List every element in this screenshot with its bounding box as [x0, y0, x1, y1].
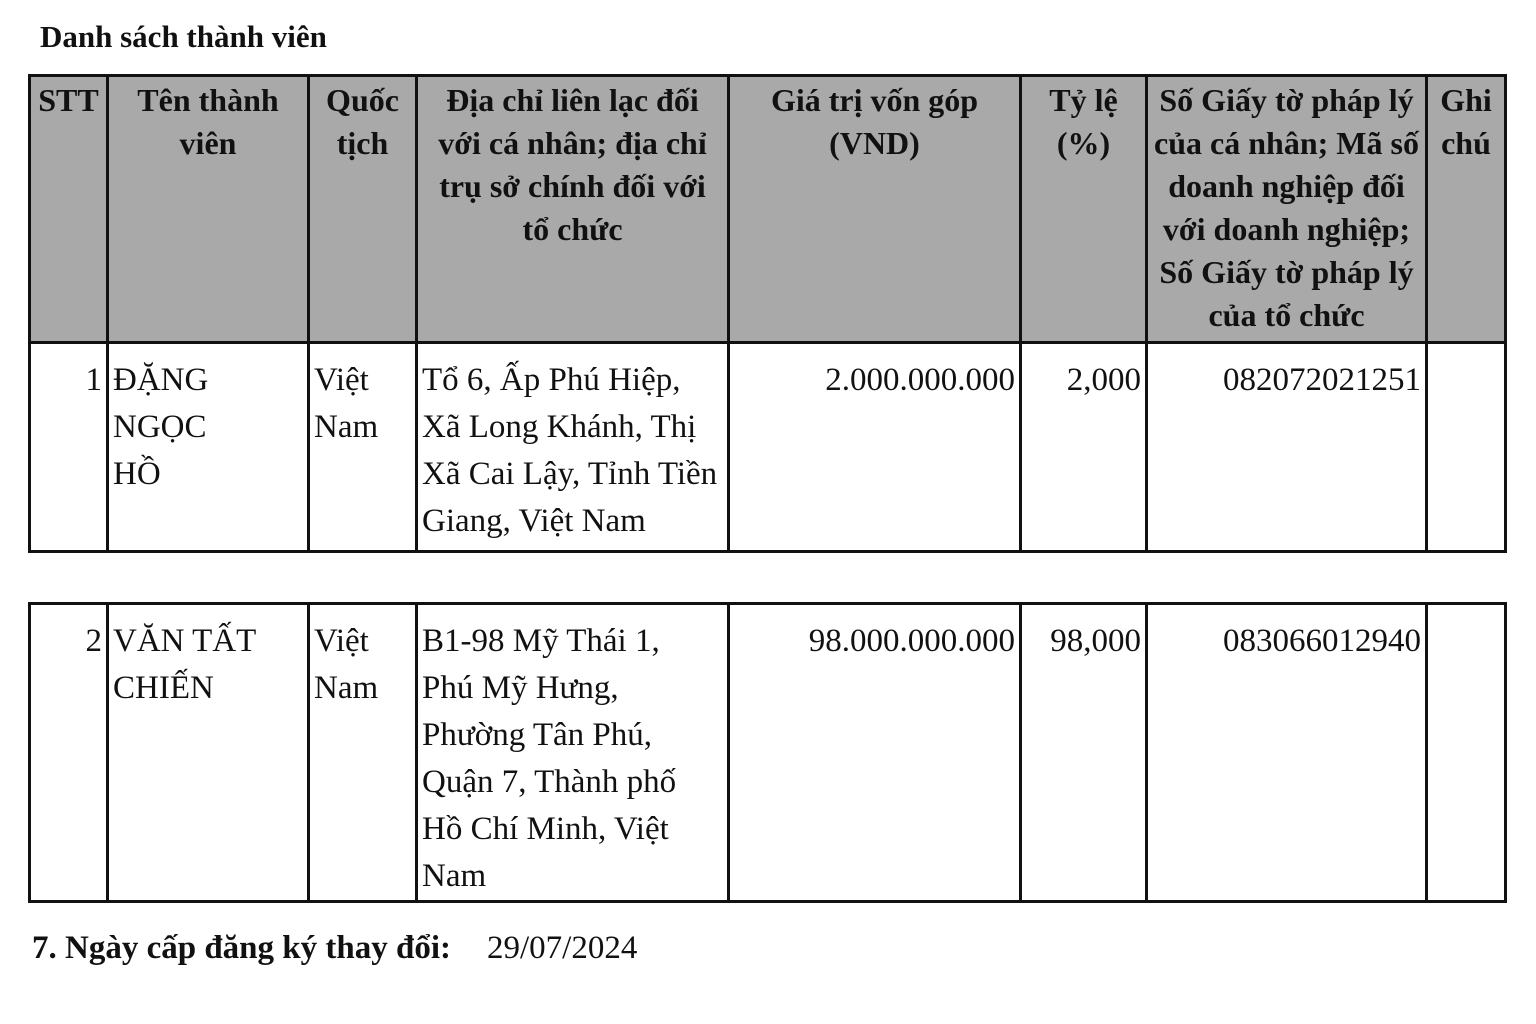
registration-change-date [32, 926, 637, 970]
header-address: Địa chỉ liên lạc đối với cá nhân; địa chỉ trụ sở chính đối với tổ chức [417, 76, 729, 343]
cell-capital: 2.000.000.000 [729, 343, 1021, 552]
cell-nationality: Việt Nam [309, 604, 417, 902]
registration-change-label: 7. Ngày cấp đăng ký thay đổi: [32, 930, 451, 966]
cell-member-name: VĂN TẤT CHIẾN [108, 604, 309, 902]
cell-note [1427, 343, 1506, 552]
header-member-name: Tên thành viên [108, 76, 309, 343]
cell-ratio: 98,000 [1021, 604, 1147, 902]
section-title: Danh sách thành viên [40, 19, 327, 54]
header-note: Ghi chú [1427, 76, 1506, 343]
header-nationality: Quốc tịch [309, 76, 417, 343]
header-capital: Giá trị vốn góp (VND) [729, 76, 1021, 343]
cell-address: B1-98 Mỹ Thái 1, Phú Mỹ Hưng, Phường Tân Phú, Quận 7, Thành phố Hồ Chí Minh, Việt Nam [417, 604, 729, 902]
table-header-row [30, 76, 1506, 343]
header-legal-id: Số Giấy tờ pháp lý của cá nhân; Mã số doanh nghiệp đối với doanh nghiệp; Số Giấy tờ pháp lý của tổ chức [1147, 76, 1427, 343]
cell-note [1427, 604, 1506, 902]
members-table-continued [28, 602, 1507, 903]
cell-member-name: ĐẶNG NGỌC HỒ [108, 343, 309, 552]
header-ratio: Tỷ lệ (%) [1021, 76, 1147, 343]
cell-capital: 98.000.000.000 [729, 604, 1021, 902]
cell-ratio: 2,000 [1021, 343, 1147, 552]
cell-legal-id: 082072021251 [1147, 343, 1427, 552]
cell-address: Tổ 6, Ấp Phú Hiệp, Xã Long Khánh, Thị Xã Cai Lậy, Tỉnh Tiền Giang, Việt Nam [417, 343, 729, 552]
cell-stt: 1 [30, 343, 108, 552]
cell-stt: 2 [30, 604, 108, 902]
table-row [30, 343, 1506, 552]
registration-change-value: 29/07/2024 [487, 930, 638, 966]
cell-legal-id: 083066012940 [1147, 604, 1427, 902]
table-row [30, 604, 1506, 902]
header-stt: STT [30, 76, 108, 343]
cell-nationality: Việt Nam [309, 343, 417, 552]
members-table [28, 74, 1507, 553]
